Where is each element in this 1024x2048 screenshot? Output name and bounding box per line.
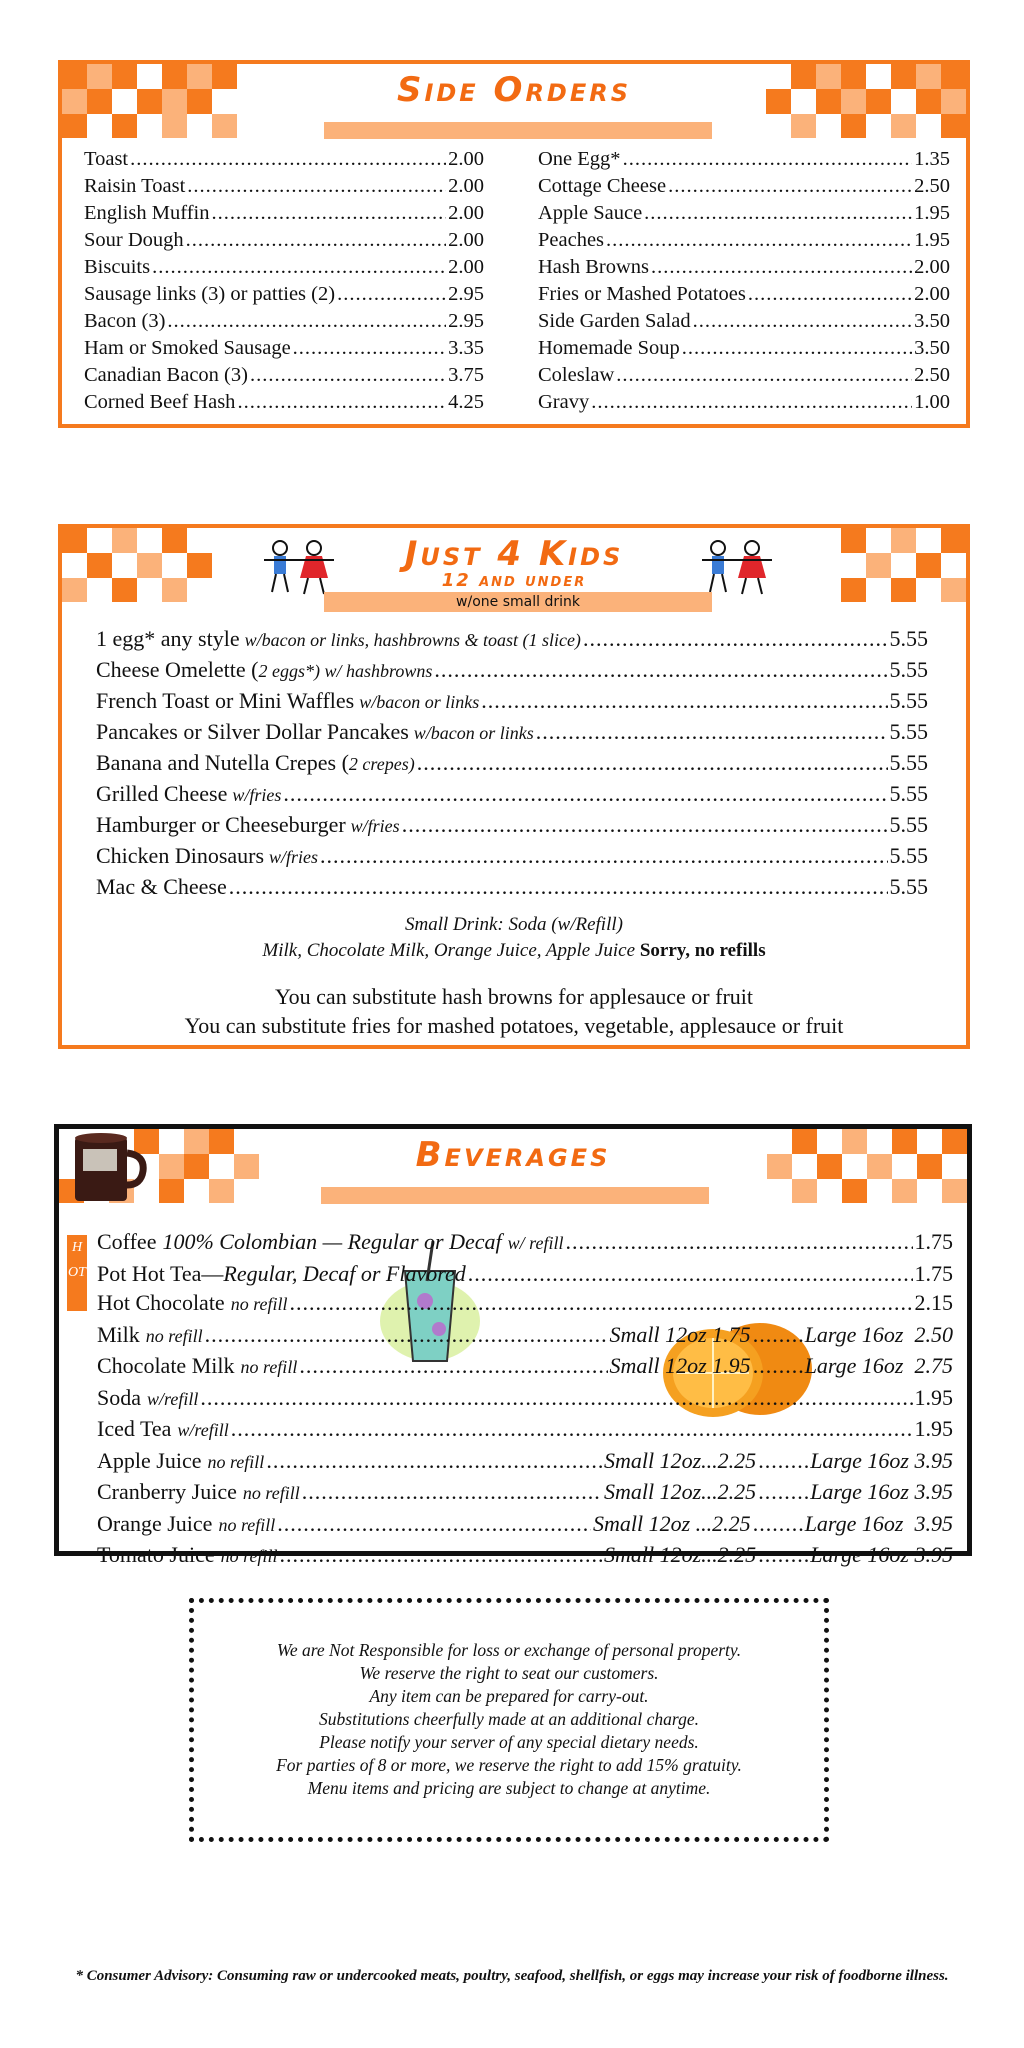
item-name: Side Garden Salad — [538, 310, 691, 332]
dot-leader — [417, 748, 888, 777]
item-name: Coleslaw — [538, 364, 615, 386]
menu-item-row — [84, 254, 484, 281]
menu-item-row — [538, 146, 950, 173]
drink-note: w/one small drink — [456, 594, 580, 610]
item-price: 5.55 — [889, 657, 928, 682]
item-price: 2.00 — [448, 148, 484, 170]
beverage-name: Tomato Juice — [97, 1542, 215, 1567]
item-price: 1.35 — [914, 148, 950, 170]
dot-leader — [279, 1540, 602, 1570]
item-name: Ham or Smoked Sausage — [84, 337, 291, 359]
item-name: Cheese Omelette ( — [96, 657, 259, 682]
item-price: 5.55 — [889, 719, 928, 744]
beverage-name: Apple Juice — [97, 1447, 202, 1473]
side-orders-title: Side Orders — [396, 70, 632, 110]
dot-leader — [623, 146, 913, 173]
dot-leader — [693, 308, 913, 335]
item-price: 2.50 — [914, 175, 950, 197]
beverage-row — [97, 1540, 953, 1572]
dot-leader — [748, 281, 912, 308]
kids-header — [62, 528, 966, 610]
beverage-row — [97, 1446, 953, 1478]
item-name: Bacon (3) — [84, 310, 166, 332]
policy-line: We are Not Responsible for loss or exchange of personal property. — [276, 1640, 742, 1660]
refill-note: no refill — [240, 1357, 298, 1377]
dot-leader — [606, 227, 912, 254]
small-size-price: Small 12oz ...2.25 — [593, 1510, 751, 1536]
small-size-price: Small 12oz 1.75 — [609, 1321, 751, 1347]
policy-line: Substitutions cheerfully made at an additional charge. — [319, 1709, 699, 1729]
beverage-row — [97, 1288, 953, 1320]
dot-leader — [211, 200, 446, 227]
beverage-price: 1.75 — [914, 1229, 953, 1254]
substitution-line1: You can substitute hash browns for applesauce or fruit — [274, 984, 753, 1009]
substitution-line2: You can substitute fries for mashed potatoes, vegetable, applesauce or fruit — [184, 1013, 844, 1038]
kids-item-row — [96, 624, 928, 655]
item-name: French Toast or Mini Waffles — [96, 688, 355, 713]
small-drink-info — [62, 912, 966, 964]
beverage-row — [97, 1477, 953, 1509]
kids-menu-panel — [58, 524, 970, 1049]
item-name: One Egg* — [538, 148, 621, 170]
item-name: Fries or Mashed Potatoes — [538, 283, 746, 305]
item-name: English Muffin — [84, 202, 210, 224]
dot-leader — [644, 200, 912, 227]
item-price: 2.95 — [448, 283, 484, 305]
kids-item-row — [96, 717, 928, 748]
dot-leader — [187, 173, 446, 200]
menu-item-row — [84, 335, 484, 362]
small-size-price: Small 12oz...2.25 — [604, 1447, 757, 1473]
item-description: 2 crepes) — [348, 754, 415, 774]
beverage-row — [97, 1259, 953, 1289]
dot-leader — [320, 841, 887, 870]
menu-item-row — [84, 200, 484, 227]
small-size-price: Small 12oz...2.25 — [604, 1479, 757, 1504]
dot-leader — [186, 227, 446, 254]
kids-item-row — [96, 841, 928, 872]
drink-note-bar — [324, 592, 712, 612]
dot-leader — [753, 1509, 803, 1539]
dot-leader — [231, 1414, 913, 1444]
item-description: w/fries — [350, 816, 400, 836]
kids-item-row — [96, 748, 928, 779]
item-price: 2.00 — [448, 175, 484, 197]
dot-leader — [753, 1351, 803, 1381]
item-name: Apple Sauce — [538, 202, 643, 224]
large-size-price: Large 16oz 3.95 — [810, 1447, 953, 1473]
item-price: 2.50 — [914, 364, 950, 386]
refill-note: no refill — [145, 1325, 203, 1346]
beverage-name: Cranberry Juice — [97, 1479, 237, 1504]
menu-item-row — [538, 281, 950, 308]
policy-line: Menu items and pricing are subject to change at anytime. — [307, 1778, 711, 1798]
refill-note: w/refill — [147, 1388, 199, 1409]
item-price: 4.25 — [448, 391, 484, 413]
beverage-row — [97, 1227, 953, 1259]
item-price: 2.00 — [448, 202, 484, 224]
item-name: Peaches — [538, 229, 605, 251]
beverage-name: Chocolate Milk — [97, 1353, 235, 1378]
beverage-name: Milk — [97, 1321, 140, 1347]
item-name: Sausage links (3) or patties (2) — [84, 283, 336, 305]
beverage-row — [97, 1320, 953, 1352]
dot-leader — [266, 1446, 602, 1476]
item-name: Chicken Dinosaurs — [96, 843, 265, 868]
item-price: 5.55 — [889, 812, 928, 837]
menu-item-row — [538, 227, 950, 254]
dot-leader — [302, 1477, 602, 1507]
refill-note: no refill — [220, 1546, 278, 1566]
refill-note: no refill — [230, 1294, 288, 1314]
small-drink-line1: Small Drink: Soda (w/Refill) — [405, 914, 623, 935]
menu-item-row — [84, 362, 484, 389]
item-description: w/bacon or links — [359, 692, 480, 712]
item-price: 2.00 — [448, 256, 484, 278]
menu-item-row — [538, 335, 950, 362]
item-price: 5.55 — [889, 781, 928, 806]
kids-item-row — [96, 655, 928, 686]
menu-item-row — [84, 227, 484, 254]
hot-label-text: HOT — [68, 1240, 86, 1280]
beverage-name: Iced Tea — [97, 1416, 172, 1441]
item-name: Gravy — [538, 391, 590, 413]
menu-item-row — [538, 362, 950, 389]
title-stripe — [324, 122, 712, 139]
item-name: Toast — [84, 148, 129, 170]
item-price: 2.95 — [448, 310, 484, 332]
large-size-price: Large 16oz 2.75 — [804, 1353, 953, 1378]
beverage-name: Hot Chocolate — [97, 1290, 225, 1315]
kids-items-list — [96, 624, 928, 901]
side-orders-panel — [58, 60, 970, 428]
beverage-price: 2.15 — [914, 1290, 953, 1315]
dot-leader — [299, 1351, 607, 1381]
small-drink-line2: Milk, Chocolate Milk, Orange Juice, Apple Juice — [262, 940, 636, 961]
item-price: 5.55 — [889, 750, 928, 775]
beverage-description: 100% Colombian — Regular or Decaf — [162, 1229, 502, 1254]
item-price: 3.50 — [914, 310, 950, 332]
policy-box — [189, 1598, 829, 1842]
refill-note: w/refill — [177, 1420, 229, 1440]
dot-leader — [583, 624, 888, 653]
dot-leader — [668, 173, 912, 200]
menu-item-row — [84, 308, 484, 335]
beverage-description: Regular, Decaf or Flavored — [223, 1260, 466, 1286]
kids-item-row — [96, 872, 928, 901]
dot-leader — [293, 335, 446, 362]
dot-leader — [152, 254, 446, 281]
kids-title: Just 4 Kids — [404, 534, 624, 574]
dot-leader — [237, 389, 446, 416]
hot-label — [67, 1235, 87, 1311]
menu-item-row — [538, 308, 950, 335]
dot-leader — [758, 1446, 808, 1476]
item-description: 2 eggs*) w/ hashbrowns — [258, 661, 433, 681]
beverage-price: 1.95 — [914, 1384, 953, 1410]
item-name: Corned Beef Hash — [84, 391, 236, 413]
item-name: Grilled Cheese — [96, 781, 228, 806]
dot-leader — [758, 1540, 808, 1570]
item-price: 5.55 — [889, 626, 928, 651]
dot-leader — [283, 779, 887, 808]
side-orders-header — [62, 64, 966, 146]
beverage-price: 1.75 — [914, 1260, 953, 1286]
beverages-title: Beverages — [415, 1135, 611, 1175]
item-description: w/fries — [232, 785, 282, 805]
dot-leader — [565, 1227, 912, 1257]
item-description: w/fries — [269, 847, 319, 867]
item-name: Cottage Cheese — [538, 175, 667, 197]
refill-note: w/ refill — [507, 1233, 564, 1253]
item-name: Hamburger or Cheeseburger — [96, 812, 346, 837]
item-name: Biscuits — [84, 256, 151, 278]
dot-leader — [753, 1320, 803, 1350]
large-size-price: Large 16oz 3.95 — [810, 1542, 953, 1567]
item-name: Pancakes or Silver Dollar Pancakes — [96, 719, 409, 744]
beverage-name: Pot Hot Tea— — [97, 1260, 224, 1286]
dot-leader — [205, 1320, 608, 1350]
item-name: Raisin Toast — [84, 175, 186, 197]
beverage-row — [97, 1383, 953, 1415]
menu-item-row — [84, 173, 484, 200]
item-name: Homemade Soup — [538, 337, 680, 359]
dot-leader — [651, 254, 912, 281]
small-size-price: Small 12oz 1.95 — [609, 1353, 751, 1378]
item-price: 5.55 — [889, 874, 928, 899]
dot-leader — [536, 717, 888, 746]
menu-item-row — [84, 146, 484, 173]
refill-note: no refill — [207, 1451, 265, 1472]
item-price: 3.75 — [448, 364, 484, 386]
policy-line: For parties of 8 or more, we reserve the right to add 15% gratuity. — [276, 1755, 742, 1775]
menu-item-row — [538, 200, 950, 227]
dot-leader — [290, 1288, 913, 1318]
item-price: 5.55 — [889, 843, 928, 868]
menu-item-row — [84, 389, 484, 416]
kids-item-row — [96, 686, 928, 717]
item-name: Sour Dough — [84, 229, 184, 251]
menu-item-row — [538, 254, 950, 281]
kids-age-subtitle: 12 and under — [441, 570, 587, 591]
menu-item-row — [84, 281, 484, 308]
beverage-name: Orange Juice — [97, 1510, 213, 1536]
small-size-price: Small 12oz...2.25 — [604, 1542, 757, 1567]
beverage-price: 1.95 — [914, 1416, 953, 1441]
side-orders-left-column — [84, 146, 484, 416]
dot-leader — [130, 146, 446, 173]
dot-leader — [682, 335, 912, 362]
dot-leader — [758, 1477, 808, 1507]
item-name: 1 egg* any style — [96, 626, 240, 651]
item-price: 2.00 — [914, 256, 950, 278]
dot-leader — [337, 281, 446, 308]
policy-line: Please notify your server of any special dietary needs. — [319, 1732, 699, 1752]
item-name: Banana and Nutella Crepes ( — [96, 750, 349, 775]
beverages-header — [59, 1129, 967, 1211]
substitution-info — [62, 982, 966, 1040]
dot-leader — [468, 1259, 913, 1289]
refill-note: no refill — [218, 1514, 276, 1535]
consumer-advisory: * Consumer Advisory: Consuming raw or undercooked meats, poultry, seafood, shellfish, or eggs may increase your risk of foodborne illness. — [75, 1968, 949, 1984]
policy-line: We reserve the right to seat our customers. — [359, 1663, 659, 1683]
menu-item-row — [538, 389, 950, 416]
item-description: w/bacon or links, hashbrowns & toast (1 slice) — [244, 630, 581, 650]
beverage-name: Coffee — [97, 1229, 157, 1254]
item-price: 1.00 — [914, 391, 950, 413]
item-name: Mac & Cheese — [96, 874, 227, 899]
item-price: 5.55 — [889, 688, 928, 713]
policy-line: Any item can be prepared for carry-out. — [369, 1686, 649, 1706]
beverage-row — [97, 1351, 953, 1383]
beverages-panel — [54, 1124, 972, 1567]
dot-leader — [167, 308, 446, 335]
dot-leader — [200, 1383, 912, 1413]
item-price: 1.95 — [914, 202, 950, 224]
dot-leader — [402, 810, 888, 839]
beverages-list — [97, 1227, 953, 1572]
item-name: Hash Browns — [538, 256, 650, 278]
title-stripe — [321, 1187, 709, 1204]
beverage-row — [97, 1414, 953, 1446]
item-price: 1.95 — [914, 229, 950, 251]
item-description: w/bacon or links — [413, 723, 534, 743]
beverage-name: Soda — [97, 1384, 141, 1410]
item-price: 3.50 — [914, 337, 950, 359]
dot-leader — [591, 389, 912, 416]
item-price: 3.35 — [448, 337, 484, 359]
menu-item-row — [538, 173, 950, 200]
kids-item-row — [96, 779, 928, 810]
item-name: Canadian Bacon (3) — [84, 364, 248, 386]
side-orders-right-column — [538, 146, 950, 416]
beverage-row — [97, 1509, 953, 1541]
item-price: 2.00 — [914, 283, 950, 305]
dot-leader — [229, 872, 888, 901]
item-price: 2.00 — [448, 229, 484, 251]
dot-leader — [250, 362, 446, 389]
kids-item-row — [96, 810, 928, 841]
dot-leader — [481, 686, 887, 715]
refill-note: no refill — [242, 1483, 300, 1503]
dot-leader — [434, 655, 887, 684]
no-refill-note: Sorry, no refills — [639, 940, 766, 961]
dot-leader — [277, 1509, 591, 1539]
large-size-price: Large 16oz 3.95 — [810, 1479, 953, 1504]
dot-leader — [616, 362, 912, 389]
large-size-price: Large 16oz 3.95 — [804, 1510, 953, 1536]
large-size-price: Large 16oz 2.50 — [804, 1321, 953, 1347]
